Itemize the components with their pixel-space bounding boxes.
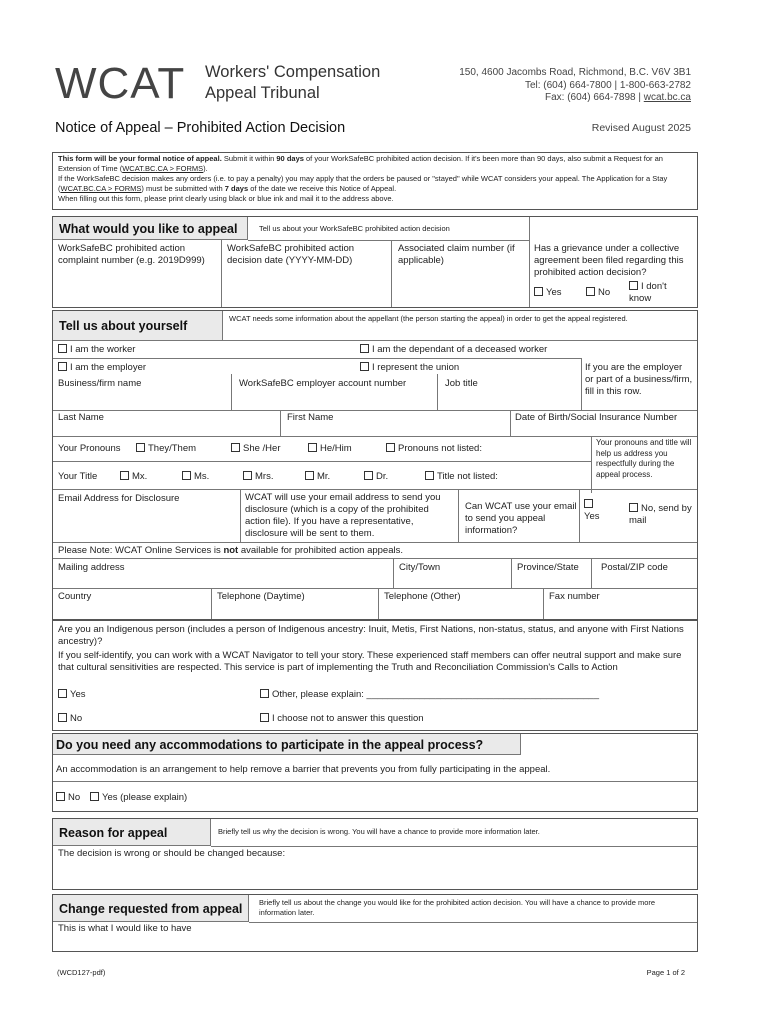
email-yes[interactable]: Yes — [584, 499, 614, 523]
title-mrs[interactable]: Mrs. — [243, 471, 273, 483]
checkbox[interactable] — [386, 443, 395, 452]
country-label: Country — [58, 591, 92, 602]
intro-paragraph-3: When filling out this form, please print clearly using black or blue ink and mail it to the address above. — [58, 194, 394, 203]
email-no[interactable]: No, send by mail — [629, 503, 692, 526]
fax-line: Fax: (604) 664-7898 | — [544, 92, 641, 103]
fax-label: Fax number — [549, 591, 600, 602]
checkbox[interactable] — [58, 689, 67, 698]
yourself-note: WCAT needs some information about the appellant (the person starting the appeal) in order to get the appeal registered. — [229, 314, 628, 323]
org-name-line2: Appeal Tribunal — [205, 84, 320, 102]
checkbox[interactable] — [360, 344, 369, 353]
checkbox[interactable] — [120, 471, 129, 480]
employer-option[interactable]: I am the employer — [58, 362, 146, 374]
checkbox[interactable] — [90, 792, 99, 801]
appeal-section — [52, 216, 698, 308]
reason-heading: Reason for appeal — [53, 819, 211, 846]
job-title-label: Job title — [445, 378, 478, 389]
grievance-yes[interactable]: Yes — [534, 287, 562, 299]
checkbox[interactable] — [425, 471, 434, 480]
phone-line: Tel: (604) 664-7800 | 1-800-663-2782 — [524, 79, 691, 91]
address-line: 150, 4600 Jacombs Road, Richmond, B.C. V6V 3B1 — [459, 67, 691, 78]
indigenous-no[interactable]: No — [58, 713, 82, 725]
accommodations-text: An accommodation is an arrangement to help remove a barrier that prevents you from fully participating in the appeal. — [56, 764, 551, 775]
reason-prompt: The decision is wrong or should be changed because: — [58, 848, 286, 859]
title-mx[interactable]: Mx. — [120, 471, 147, 483]
first-name-label: First Name — [287, 412, 334, 423]
checkbox[interactable] — [58, 344, 67, 353]
page-number: Page 1 of 2 — [646, 968, 685, 977]
checkbox[interactable] — [308, 443, 317, 452]
title-not-listed[interactable]: Title not listed: — [425, 471, 498, 483]
title-label: Your Title — [58, 471, 98, 482]
forms-link[interactable]: WCAT.BC.CA > FORMS — [122, 164, 204, 173]
tel-other-label: Telephone (Other) — [384, 591, 461, 602]
pronouns-label: Your Pronouns — [58, 443, 121, 454]
checkbox[interactable] — [182, 471, 191, 480]
indigenous-yes[interactable]: Yes — [58, 689, 86, 701]
grievance-dont-know[interactable]: I don't know — [629, 281, 667, 304]
intro-box — [52, 152, 698, 210]
checkbox[interactable] — [629, 503, 638, 512]
email-question: Can WCAT use your email to send you appeal information? — [465, 501, 577, 536]
accommodations-section — [52, 733, 698, 812]
pronoun-he[interactable]: He/Him — [308, 443, 352, 455]
tel-daytime-label: Telephone (Daytime) — [217, 591, 305, 602]
province-label: Province/State — [517, 562, 579, 573]
complaint-number-label: WorkSafeBC prohibited action complaint number (e.g. 2019D999) — [58, 243, 205, 266]
website-link[interactable]: wcat.bc.ca — [643, 92, 691, 103]
mailing-address-label: Mailing address — [58, 562, 125, 573]
org-name-line1: Workers' Compensation — [205, 63, 381, 81]
yourself-heading: Tell us about yourself — [53, 311, 223, 340]
indigenous-info: If you self-identify, you can work with a WCAT Navigator to tell your story. These experienced staff members can offer neutral support and make sure that cultural sensitivities are respected. This service is part of implementing the Truth and Reconciliation Commission's Calls to Action — [58, 650, 682, 673]
contact-address — [391, 67, 691, 105]
dob-sin-label: Date of Birth/Social Insurance Number — [515, 412, 678, 423]
accommodations-heading: Do you need any accommodations to participate in the appeal process? — [53, 734, 521, 755]
employer-account-label: WorkSafeBC employer account number — [239, 378, 407, 389]
checkbox[interactable] — [231, 443, 240, 452]
title-dr[interactable]: Dr. — [364, 471, 388, 483]
checkbox[interactable] — [58, 362, 67, 371]
change-section — [52, 894, 698, 952]
checkbox[interactable] — [243, 471, 252, 480]
forms-link-2[interactable]: WCAT.BC.CA > FORMS — [60, 184, 142, 193]
org-name — [205, 62, 380, 104]
pronoun-not-listed[interactable]: Pronouns not listed: — [386, 443, 482, 455]
wcat-logo: WCAT — [55, 59, 186, 108]
indigenous-section — [52, 620, 698, 731]
pronoun-note: Your pronouns and title will help us address you respectfully during the appeal process. — [596, 438, 692, 479]
postal-label: Postal/ZIP code — [601, 562, 668, 573]
checkbox[interactable] — [305, 471, 314, 480]
last-name-label: Last Name — [58, 412, 104, 423]
intro-paragraph-1: This form will be your formal notice of appeal. Submit it within 90 days of your WorkSafeBC prohibited action decision. If it's been more than 90 days, also submit a Request for an Extension of Time (WCAT.BC.CA > FORMS). — [58, 154, 663, 173]
accommodations-yes[interactable]: Yes (please explain) — [90, 792, 187, 804]
change-note: Briefly tell us about the change you would like for the prohibited action decision. You will have a chance to provide more information later. — [259, 898, 656, 917]
reason-note: Briefly tell us why the decision is wrong. You will have a chance to provide more information later. — [218, 827, 540, 836]
indigenous-no-answer[interactable]: I choose not to answer this question — [260, 713, 424, 725]
checkbox[interactable] — [58, 713, 67, 722]
checkbox[interactable] — [360, 362, 369, 371]
change-heading: Change requested from appeal — [53, 895, 249, 922]
dependant-option[interactable]: I am the dependant of a deceased worker — [360, 344, 547, 356]
pronoun-they[interactable]: They/Them — [136, 443, 196, 455]
form-code: (WCD127-pdf) — [57, 968, 106, 977]
appeal-heading: What would you like to appeal — [53, 217, 248, 240]
checkbox[interactable] — [364, 471, 373, 480]
checkbox[interactable] — [260, 689, 269, 698]
title-ms[interactable]: Ms. — [182, 471, 209, 483]
title-mr[interactable]: Mr. — [305, 471, 330, 483]
checkbox[interactable] — [136, 443, 145, 452]
decision-date-label: WorkSafeBC prohibited action decision date (YYYY-MM-DD) — [227, 243, 355, 266]
email-note: WCAT will use your email address to send you disclosure (which is a copy of the prohibited action file). If you have a representative, disclosure will be sent to them. — [245, 492, 441, 539]
worker-option[interactable]: I am the worker — [58, 344, 135, 356]
online-services-note: Please Note: WCAT Online Services is not available for prohibited action appeals. — [58, 545, 403, 556]
change-prompt: This is what I would like to have — [58, 923, 192, 934]
yourself-section — [52, 310, 698, 620]
checkbox[interactable] — [629, 281, 638, 290]
indigenous-other[interactable]: Other, please explain: ____________________________________________ — [260, 689, 599, 701]
pronoun-she[interactable]: She /Her — [231, 443, 281, 455]
indigenous-question: Are you an Indigenous person (includes a person of Indigenous ancestry: Inuit, Metis, First Nations, non-status, status, and anyone with First Nations ancestry)? — [58, 624, 684, 647]
page-title: Notice of Appeal – Prohibited Action Decision — [55, 120, 346, 136]
checkbox[interactable] — [534, 287, 543, 296]
reason-section — [52, 818, 698, 890]
intro-paragraph-2: If the WorkSafeBC decision makes any orders (i.e. to pay a penalty) you may apply that the orders be paused or "stayed" while WCAT considers your appeal. The Application for a Stay (WCAT.BC.CA > FORMS) must be submitted with 7 days of the date we receive this Notice of Appeal. — [58, 174, 668, 193]
city-label: City/Town — [399, 562, 441, 573]
email-label: Email Address for Disclosure — [58, 493, 180, 504]
union-option[interactable]: I represent the union — [360, 362, 459, 374]
checkbox[interactable] — [260, 713, 269, 722]
checkbox[interactable] — [586, 287, 595, 296]
employer-note: If you are the employer or part of a business/firm, fill in this row. — [585, 362, 693, 397]
claim-number-label: Associated claim number (if applicable) — [398, 243, 515, 266]
revised-date: Revised August 2025 — [591, 122, 691, 134]
grievance-no[interactable]: No — [586, 287, 610, 299]
grievance-label: Has a grievance under a collective agreement been filed regarding this prohibited action decision? — [534, 243, 684, 278]
checkbox[interactable] — [584, 499, 593, 508]
accommodations-no[interactable]: No — [56, 792, 80, 804]
checkbox[interactable] — [56, 792, 65, 801]
business-name-label: Business/firm name — [58, 378, 142, 389]
appeal-note: Tell us about your WorkSafeBC prohibited action decision — [259, 224, 450, 233]
